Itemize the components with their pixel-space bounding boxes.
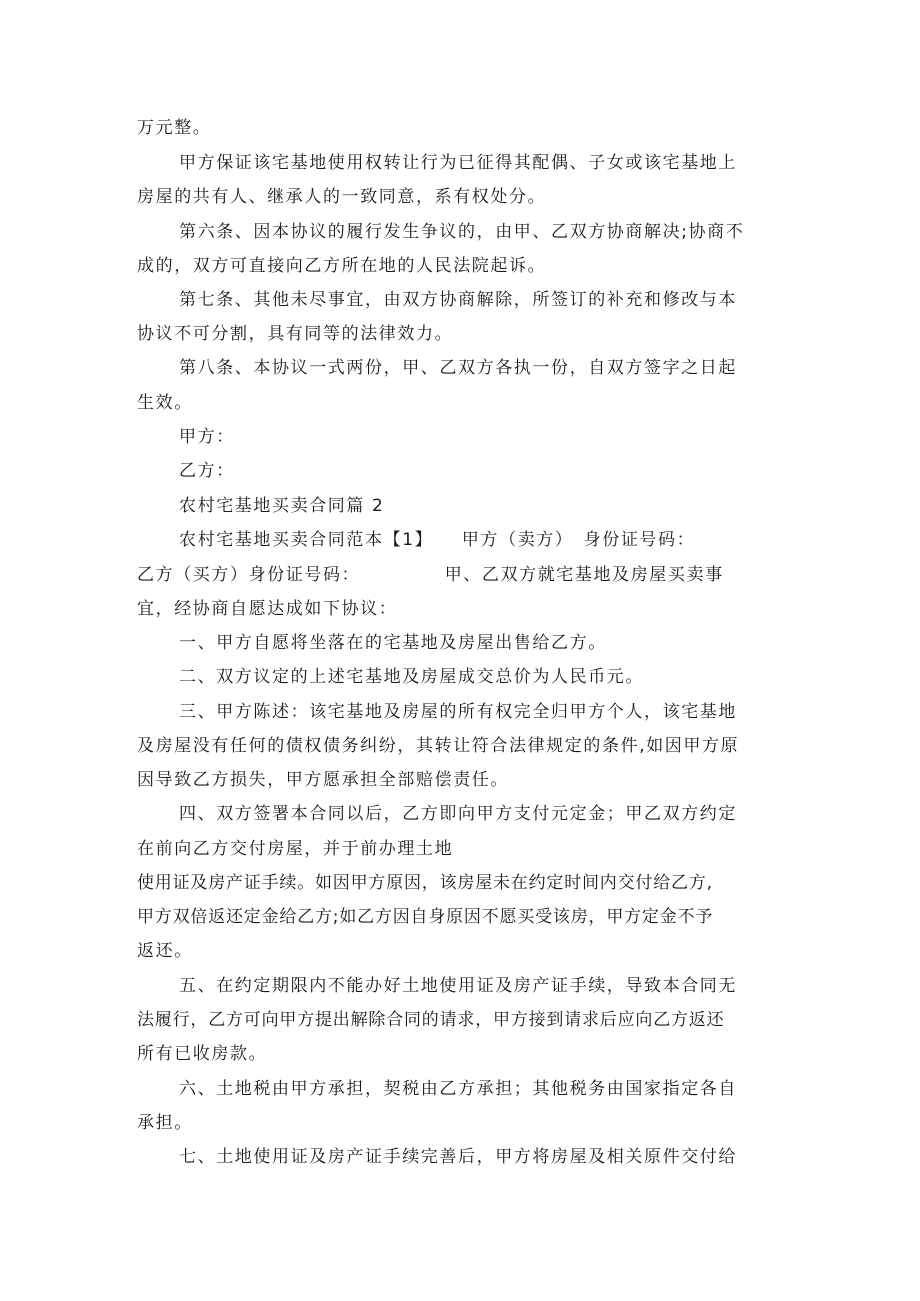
text-line: 甲方保证该宅基地使用权转让行为已征得其配偶、子女或该宅基地上 (179, 153, 737, 173)
signature-party-b: 乙方： (179, 461, 235, 481)
text-line: 一、甲方自愿将坐落在的宅基地及房屋出售给乙方。 (179, 633, 607, 653)
text-line: 甲方双倍返还定金给乙方;如乙方因自身原因不愿买受该房，甲方定金不予 (137, 907, 714, 927)
text-line: 乙方（买方）身份证号码： 甲、乙双方就宅基地及房屋买卖事 (137, 565, 724, 585)
text-line: 五、在约定期限内不能办好土地使用证及房产证手续，导致本合同无 (179, 976, 737, 996)
text-line: 在前向乙方交付房屋，并于前办理土地 (137, 839, 454, 859)
section-title: 农村宅基地买卖合同篇 2 (179, 496, 385, 516)
text-line: 七、土地使用证及房产证手续完善后，甲方将房屋及相关原件交付给 (179, 1147, 737, 1167)
text-line: 协议不可分割，具有同等的法律效力。 (137, 324, 454, 344)
text-line: 宜，经协商自愿达成如下协议： (137, 599, 398, 619)
text-line: 二、双方议定的上述宅基地及房屋成交总价为人民币元。 (179, 667, 644, 687)
text-line: 三、甲方陈述：该宅基地及房屋的所有权完全归甲方个人，该宅基地 (179, 702, 737, 722)
text-line: 成的，双方可直接向乙方所在地的人民法院起诉。 (137, 256, 547, 276)
text-line: 万元整。 (137, 118, 212, 138)
text-line: 所有已收房款。 (137, 1044, 268, 1064)
text-line: 四、双方签署本合同以后，乙方即向甲方支付元定金；甲乙双方约定 (179, 804, 737, 824)
text-line: 生效。 (137, 393, 193, 413)
text-line: 第六条、因本协议的履行发生争议的，由甲、乙双方协商解决;协商不 (179, 222, 745, 242)
text-line: 承担。 (137, 1113, 193, 1133)
text-line: 及房屋没有任何的债权债务纠纷，其转让符合法律规定的条件,如因甲方原 (137, 736, 740, 756)
signature-party-a: 甲方： (179, 427, 235, 447)
text-line: 六、土地税由甲方承担，契税由乙方承担；其他税务由国家指定各自 (179, 1079, 737, 1099)
text-line: 第八条、本协议一式两份，甲、乙双方各执一份，自双方签字之日起 (179, 358, 737, 378)
text-line: 第七条、其他未尽事宜，由双方协商解除，所签订的补充和修改与本 (179, 290, 737, 310)
text-line: 返还。 (137, 941, 193, 961)
text-line: 因导致乙方损失，甲方愿承担全部赔偿责任。 (137, 770, 509, 790)
text-line: 农村宅基地买卖合同范本【1】 甲方（卖方） 身份证号码： (179, 530, 696, 550)
text-line: 房屋的共有人、继承人的一致同意，系有权处分。 (137, 187, 547, 207)
text-line: 法履行，乙方可向甲方提出解除合同的请求，甲方接到请求后应向乙方返还 (137, 1010, 725, 1030)
text-line: 使用证及房产证手续。如因甲方原因，该房屋未在约定时间内交付给乙方, (137, 873, 713, 893)
